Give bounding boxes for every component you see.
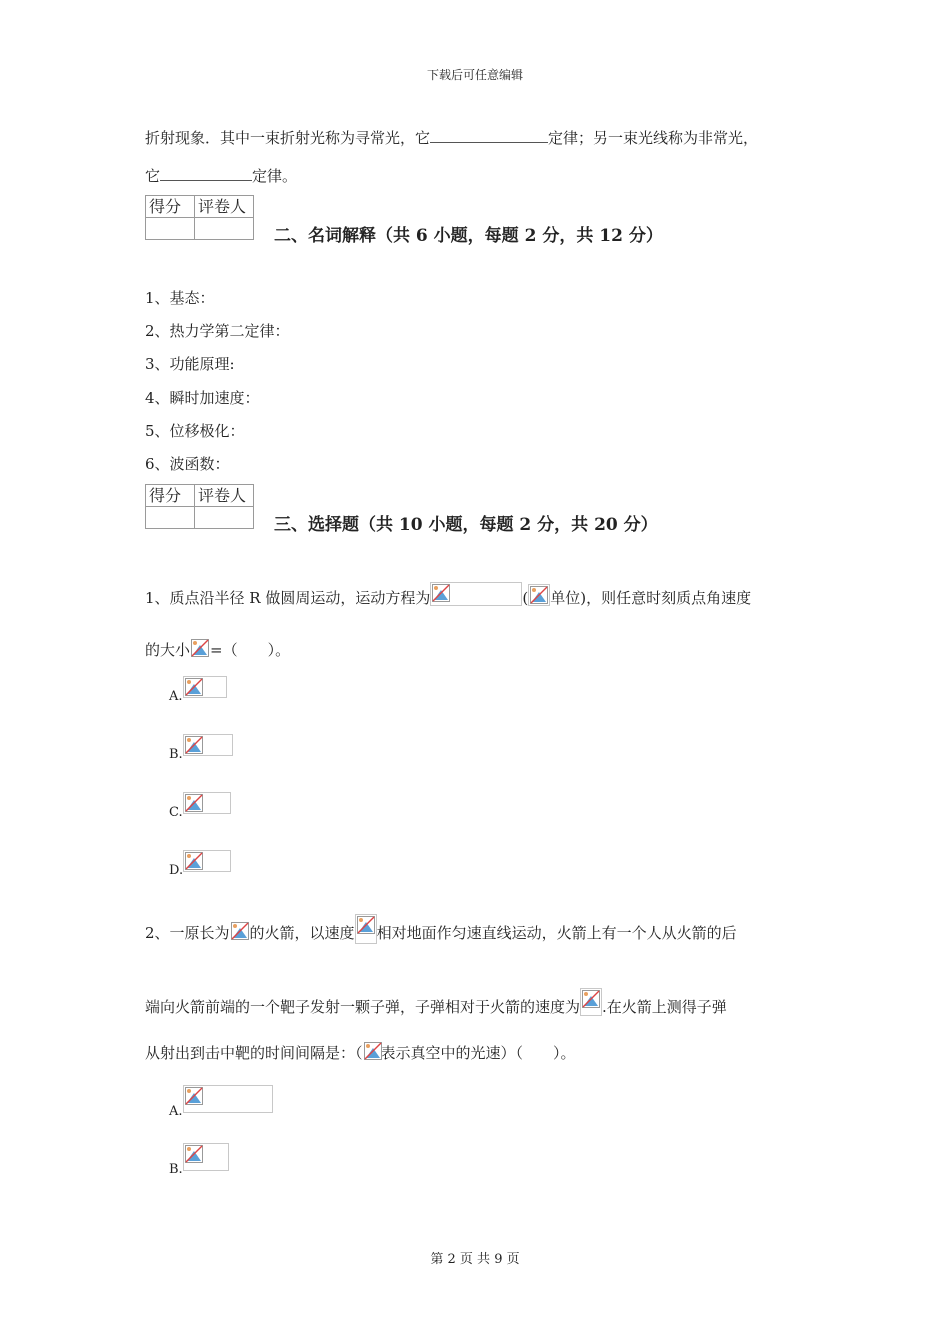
text-segment: ( <box>522 589 529 607</box>
broken-image-icon <box>231 922 249 940</box>
list-item: 1、基态： <box>145 289 215 307</box>
question-1-line-1 <box>145 582 751 608</box>
text-segment: 它 <box>145 167 161 185</box>
formula-image <box>190 638 210 658</box>
option-image <box>183 676 227 698</box>
question-2-line-1 <box>145 914 737 944</box>
option-label: D. <box>169 863 184 878</box>
option-b[interactable] <box>169 734 233 762</box>
broken-image-icon <box>432 584 450 602</box>
section-2-title: 二、名词解释（共 6 小题，每题 2 分，共 12 分） <box>274 226 663 246</box>
text-segment: 的大小 <box>145 641 191 659</box>
formula-image <box>355 914 377 944</box>
score-label: 得分 <box>146 196 195 218</box>
grader-cell <box>195 218 254 240</box>
option-image <box>183 1143 229 1171</box>
question-2-line-3 <box>145 1041 576 1063</box>
list-item: 3、功能原理: <box>145 355 235 373</box>
list-item: 5、位移极化： <box>145 422 245 440</box>
text-segment: 定律。 <box>252 167 298 185</box>
question-1-line-2 <box>145 638 290 660</box>
list-item: 6、波函数： <box>145 455 230 473</box>
score-box <box>145 195 254 240</box>
broken-image-icon <box>185 1087 203 1105</box>
option-c[interactable] <box>169 792 231 820</box>
grader-label: 评卷人 <box>195 196 254 218</box>
broken-image-icon <box>185 852 203 870</box>
list-item: 4、瞬时加速度： <box>145 389 260 407</box>
option-a[interactable] <box>169 676 227 704</box>
question-2-line-2 <box>145 988 727 1017</box>
text-segment: 1、质点沿半径 R 做圆周运动，运动方程为 <box>145 589 431 607</box>
broken-image-icon <box>364 1042 382 1060</box>
formula-image <box>528 584 550 606</box>
option-label: A. <box>169 689 183 704</box>
fill-blank <box>430 128 548 143</box>
score-box <box>145 484 254 529</box>
formula-image <box>430 582 522 606</box>
option-label: A. <box>169 1104 183 1119</box>
text-segment: 折射现象．其中一束折射光称为寻常光，它 <box>145 129 431 147</box>
text-segment: 2、一原长为 <box>145 924 230 942</box>
grader-cell <box>195 507 254 529</box>
fill-blank <box>160 166 252 181</box>
broken-image-icon <box>185 678 203 696</box>
formula-image <box>230 921 250 941</box>
page-footer: 第 2 页 共 9 页 <box>430 1252 520 1267</box>
text-segment: 定律；另一束光线称为非常光， <box>548 129 759 147</box>
option-b[interactable] <box>169 1143 229 1177</box>
page-header: 下载后可任意编辑 <box>426 68 523 82</box>
text-segment: 相对地面作匀速直线运动，火箭上有一个人从火箭的后 <box>376 924 737 942</box>
formula-image <box>363 1041 381 1061</box>
section-3-title: 三、选择题（共 10 小题，每题 2 分，共 20 分） <box>274 515 658 535</box>
option-a[interactable] <box>169 1085 273 1119</box>
option-label: B. <box>169 1162 183 1177</box>
text-segment: 表示真空中的光速）（ ）。 <box>380 1044 576 1062</box>
list-item: 2、热力学第二定律： <box>145 322 290 340</box>
broken-image-icon <box>357 916 375 934</box>
option-label: C. <box>169 805 183 820</box>
option-image <box>183 734 233 756</box>
option-d[interactable] <box>169 850 231 878</box>
broken-image-icon <box>582 990 600 1008</box>
broken-image-icon <box>185 736 203 754</box>
broken-image-icon <box>185 1145 203 1163</box>
text-segment: 单位)，则任意时刻质点角速度 <box>550 589 752 607</box>
formula-image <box>580 988 602 1016</box>
continuation-line-1 <box>145 127 758 148</box>
text-segment: =（ ）。 <box>210 641 291 659</box>
broken-image-icon <box>185 794 203 812</box>
continuation-line-2 <box>145 165 297 186</box>
text-segment: 从射出到击中靶的时间间隔是：（ <box>145 1044 363 1062</box>
text-segment: 端向火箭前端的一个靶子发射一颗子弹，子弹相对于火箭的速度为 <box>145 998 581 1016</box>
score-label: 得分 <box>146 485 195 507</box>
text-segment: 的火箭，以速度 <box>249 924 355 942</box>
broken-image-icon <box>191 639 209 657</box>
option-label: B. <box>169 747 183 762</box>
text-segment: .在火箭上测得子弹 <box>602 998 727 1016</box>
score-cell <box>146 218 195 240</box>
option-image <box>183 792 231 814</box>
option-image <box>183 850 231 872</box>
option-image <box>183 1085 273 1113</box>
broken-image-icon <box>530 586 548 604</box>
grader-label: 评卷人 <box>195 485 254 507</box>
score-cell <box>146 507 195 529</box>
